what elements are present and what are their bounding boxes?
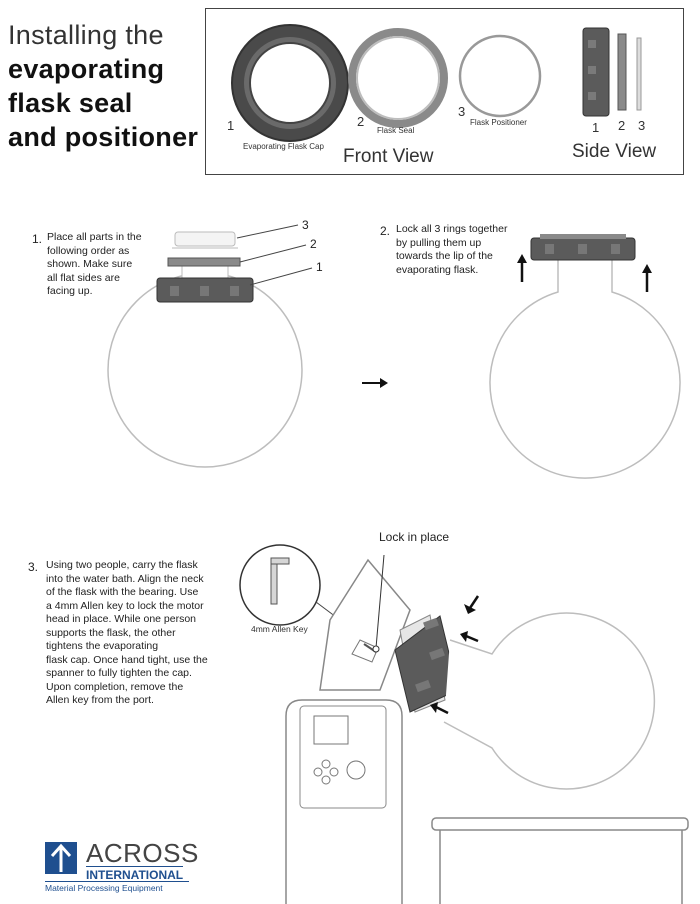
side-view-parts-icon bbox=[583, 28, 641, 116]
lock-in-place-label: Lock in place bbox=[379, 530, 450, 544]
step3-line: a 4mm Allen key to lock the motor bbox=[46, 599, 204, 612]
push-arrow-1-icon bbox=[464, 596, 478, 614]
step3-line: of the flask with the bearing. Use bbox=[46, 586, 199, 598]
title-line-2: evaporating bbox=[8, 54, 165, 84]
step1-line: all flat sides are bbox=[47, 271, 120, 284]
across-logo-icon bbox=[45, 842, 77, 874]
step2-line: by pulling them up bbox=[396, 236, 482, 249]
step3-number: 3. bbox=[28, 560, 39, 574]
part1-caption: Evaporating Flask Cap bbox=[243, 142, 324, 151]
pull-up-arrow-right-icon bbox=[642, 264, 652, 292]
part3-number: 3 bbox=[458, 104, 466, 119]
step2-instructions bbox=[396, 223, 536, 277]
push-arrow-2-icon bbox=[460, 631, 478, 642]
step1-instructions bbox=[47, 231, 167, 299]
title-line-3: flask seal bbox=[8, 88, 133, 118]
motor-head-illustration bbox=[320, 555, 458, 712]
step1-number: 1. bbox=[32, 232, 43, 246]
step3-line: Upon completion, remove the bbox=[46, 680, 184, 693]
step2-line: Lock all 3 rings together bbox=[396, 223, 508, 235]
part2-caption: Flask Seal bbox=[377, 126, 415, 135]
step1-callout-1: 1 bbox=[316, 260, 323, 274]
step1-line: Place all parts in the bbox=[47, 231, 142, 243]
step3-instructions bbox=[46, 559, 236, 708]
title-line-4: and positioner bbox=[8, 122, 199, 152]
step3-line: tightens the evaporating bbox=[46, 640, 159, 652]
side-view-label: Side View bbox=[572, 141, 657, 162]
rotary-base-unit-illustration bbox=[286, 700, 402, 904]
step1-callout-2: 2 bbox=[310, 237, 317, 251]
step3-line: into the water bath. Align the neck bbox=[46, 572, 204, 585]
allen-key-label: 4mm Allen Key bbox=[251, 624, 308, 634]
part3-caption: Flask Positioner bbox=[470, 118, 527, 127]
side-part1-number: 1 bbox=[592, 120, 600, 135]
next-step-arrow-icon bbox=[362, 378, 388, 388]
logo-tagline: Material Processing Equipment bbox=[45, 881, 189, 893]
front-view-label: Front View bbox=[343, 146, 434, 167]
step3-line: supports the flask, the other bbox=[46, 626, 176, 639]
logo-name: ACROSS bbox=[86, 838, 199, 868]
step1-line: following order as bbox=[47, 244, 130, 257]
step3-line: Using two people, carry the flask bbox=[46, 559, 198, 571]
step1-line: facing up. bbox=[47, 285, 93, 297]
side-part3-number: 3 bbox=[638, 118, 646, 133]
part1-number: 1 bbox=[227, 118, 235, 133]
flask-seal-front-icon bbox=[352, 32, 444, 124]
part2-number: 2 bbox=[357, 114, 365, 129]
flask-cap-front-icon bbox=[232, 25, 348, 141]
logo-sub: INTERNATIONAL bbox=[86, 868, 184, 882]
side-part2-number: 2 bbox=[618, 118, 626, 133]
title-line-1: Installing the bbox=[8, 20, 164, 50]
step1-callout-3: 3 bbox=[302, 218, 309, 232]
step1-line: shown. Make sure bbox=[47, 258, 133, 270]
step2-number: 2. bbox=[380, 224, 391, 238]
step3-line: spanner to fully tighten the cap. bbox=[46, 667, 192, 679]
step3-line: Allen key from the port. bbox=[46, 694, 154, 706]
flask-positioner-front-icon bbox=[460, 36, 540, 116]
water-bath-illustration bbox=[432, 818, 688, 904]
step2-line: towards the lip of the bbox=[396, 250, 493, 262]
step2-line: evaporating flask. bbox=[396, 263, 479, 276]
step3-line: flask cap. Once hand tight, use the bbox=[46, 653, 208, 666]
step3-line: head in place. While one person bbox=[46, 613, 197, 625]
